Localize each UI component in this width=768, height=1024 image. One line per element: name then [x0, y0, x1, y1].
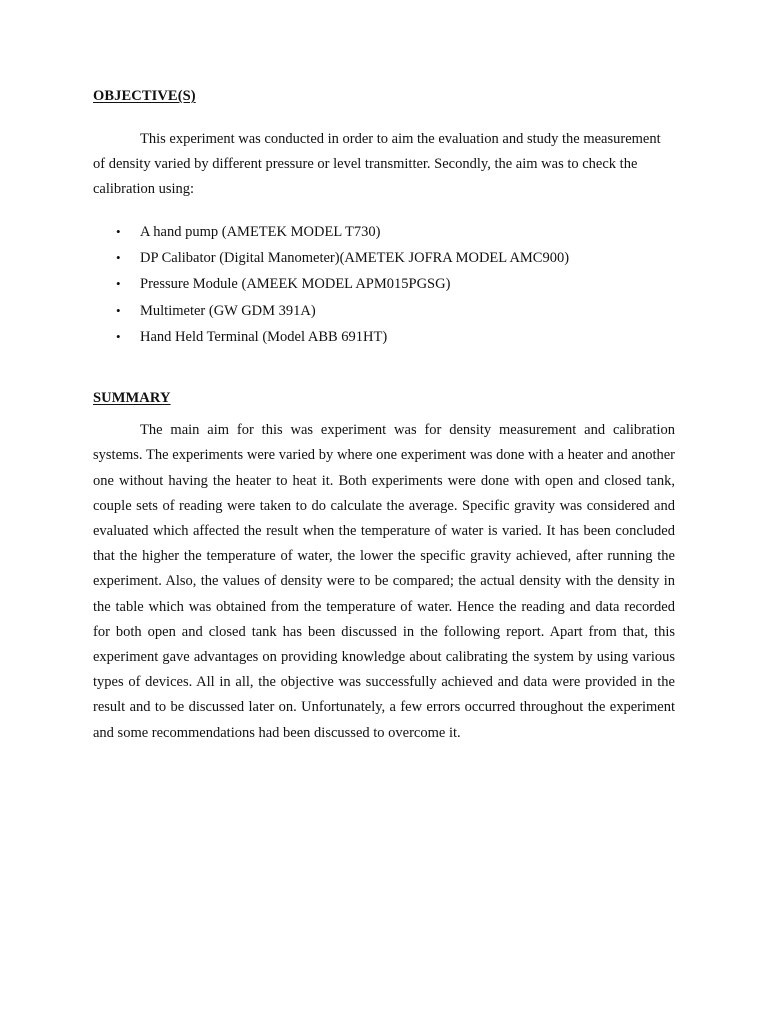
bullet-icon: • [116, 302, 121, 318]
bullet-icon: • [116, 223, 121, 239]
list-item-text: A hand pump (AMETEK MODEL T730) [140, 223, 381, 240]
equipment-list [93, 219, 675, 350]
objective-paragraph: This experiment was conducted in order to aim the evaluation and study the measurement of density varied by different pressure or level transmitter. Secondly, the aim was to check the calibration using: [93, 131, 661, 198]
objective-section [93, 86, 675, 350]
bullet-icon: • [116, 276, 121, 292]
list-item [93, 245, 675, 271]
summary-section [93, 388, 675, 746]
list-item [93, 219, 675, 245]
list-item [93, 271, 675, 297]
page-content [93, 86, 675, 746]
bullet-icon: • [116, 328, 121, 344]
list-item [93, 298, 675, 324]
bullet-icon: • [116, 249, 121, 265]
list-item-text: Hand Held Terminal (Model ABB 691HT) [140, 328, 388, 345]
summary-paragraph: The main aim for this was experiment was for density measurement and calibration systems. The experiments were varied by where one experiment was done with a heater and another one without having the heater to heat it. Both experiments were done with open and closed tank, couple sets of reading were taken to do calculate the average. Specific gravity was considered and evaluated which affected the result when the temperature of water is varied. It has been concluded that the higher the temperature of water, the lower the specific gravity achieved, after running the experiment. Also, the values of density were to be compared; the actual density with the density in the table which was obtained from the temperature of water. Hence the reading and data recorded for both open and closed tank has been discussed in the following report. Apart from that, this experiment gave advantages on providing knowledge about calibrating the system by using various types of devices. All in all, the objective was successfully achieved and data were provided in the result and to be discussed later on. Unfortunately, a few errors occurred throughout the experiment and some recommendations had been discussed to overcome it. [93, 422, 675, 741]
list-item-text: Multimeter (GW GDM 391A) [140, 302, 316, 319]
list-item [93, 324, 675, 350]
list-item-text: DP Calibator (Digital Manometer)(AMETEK JOFRA MODEL AMC900) [140, 249, 570, 266]
summary-heading: SUMMARY [93, 390, 171, 407]
objective-heading: OBJECTIVE(S) [93, 88, 196, 104]
list-item-text: Pressure Module (AMEEK MODEL APM015PGSG) [140, 276, 451, 293]
